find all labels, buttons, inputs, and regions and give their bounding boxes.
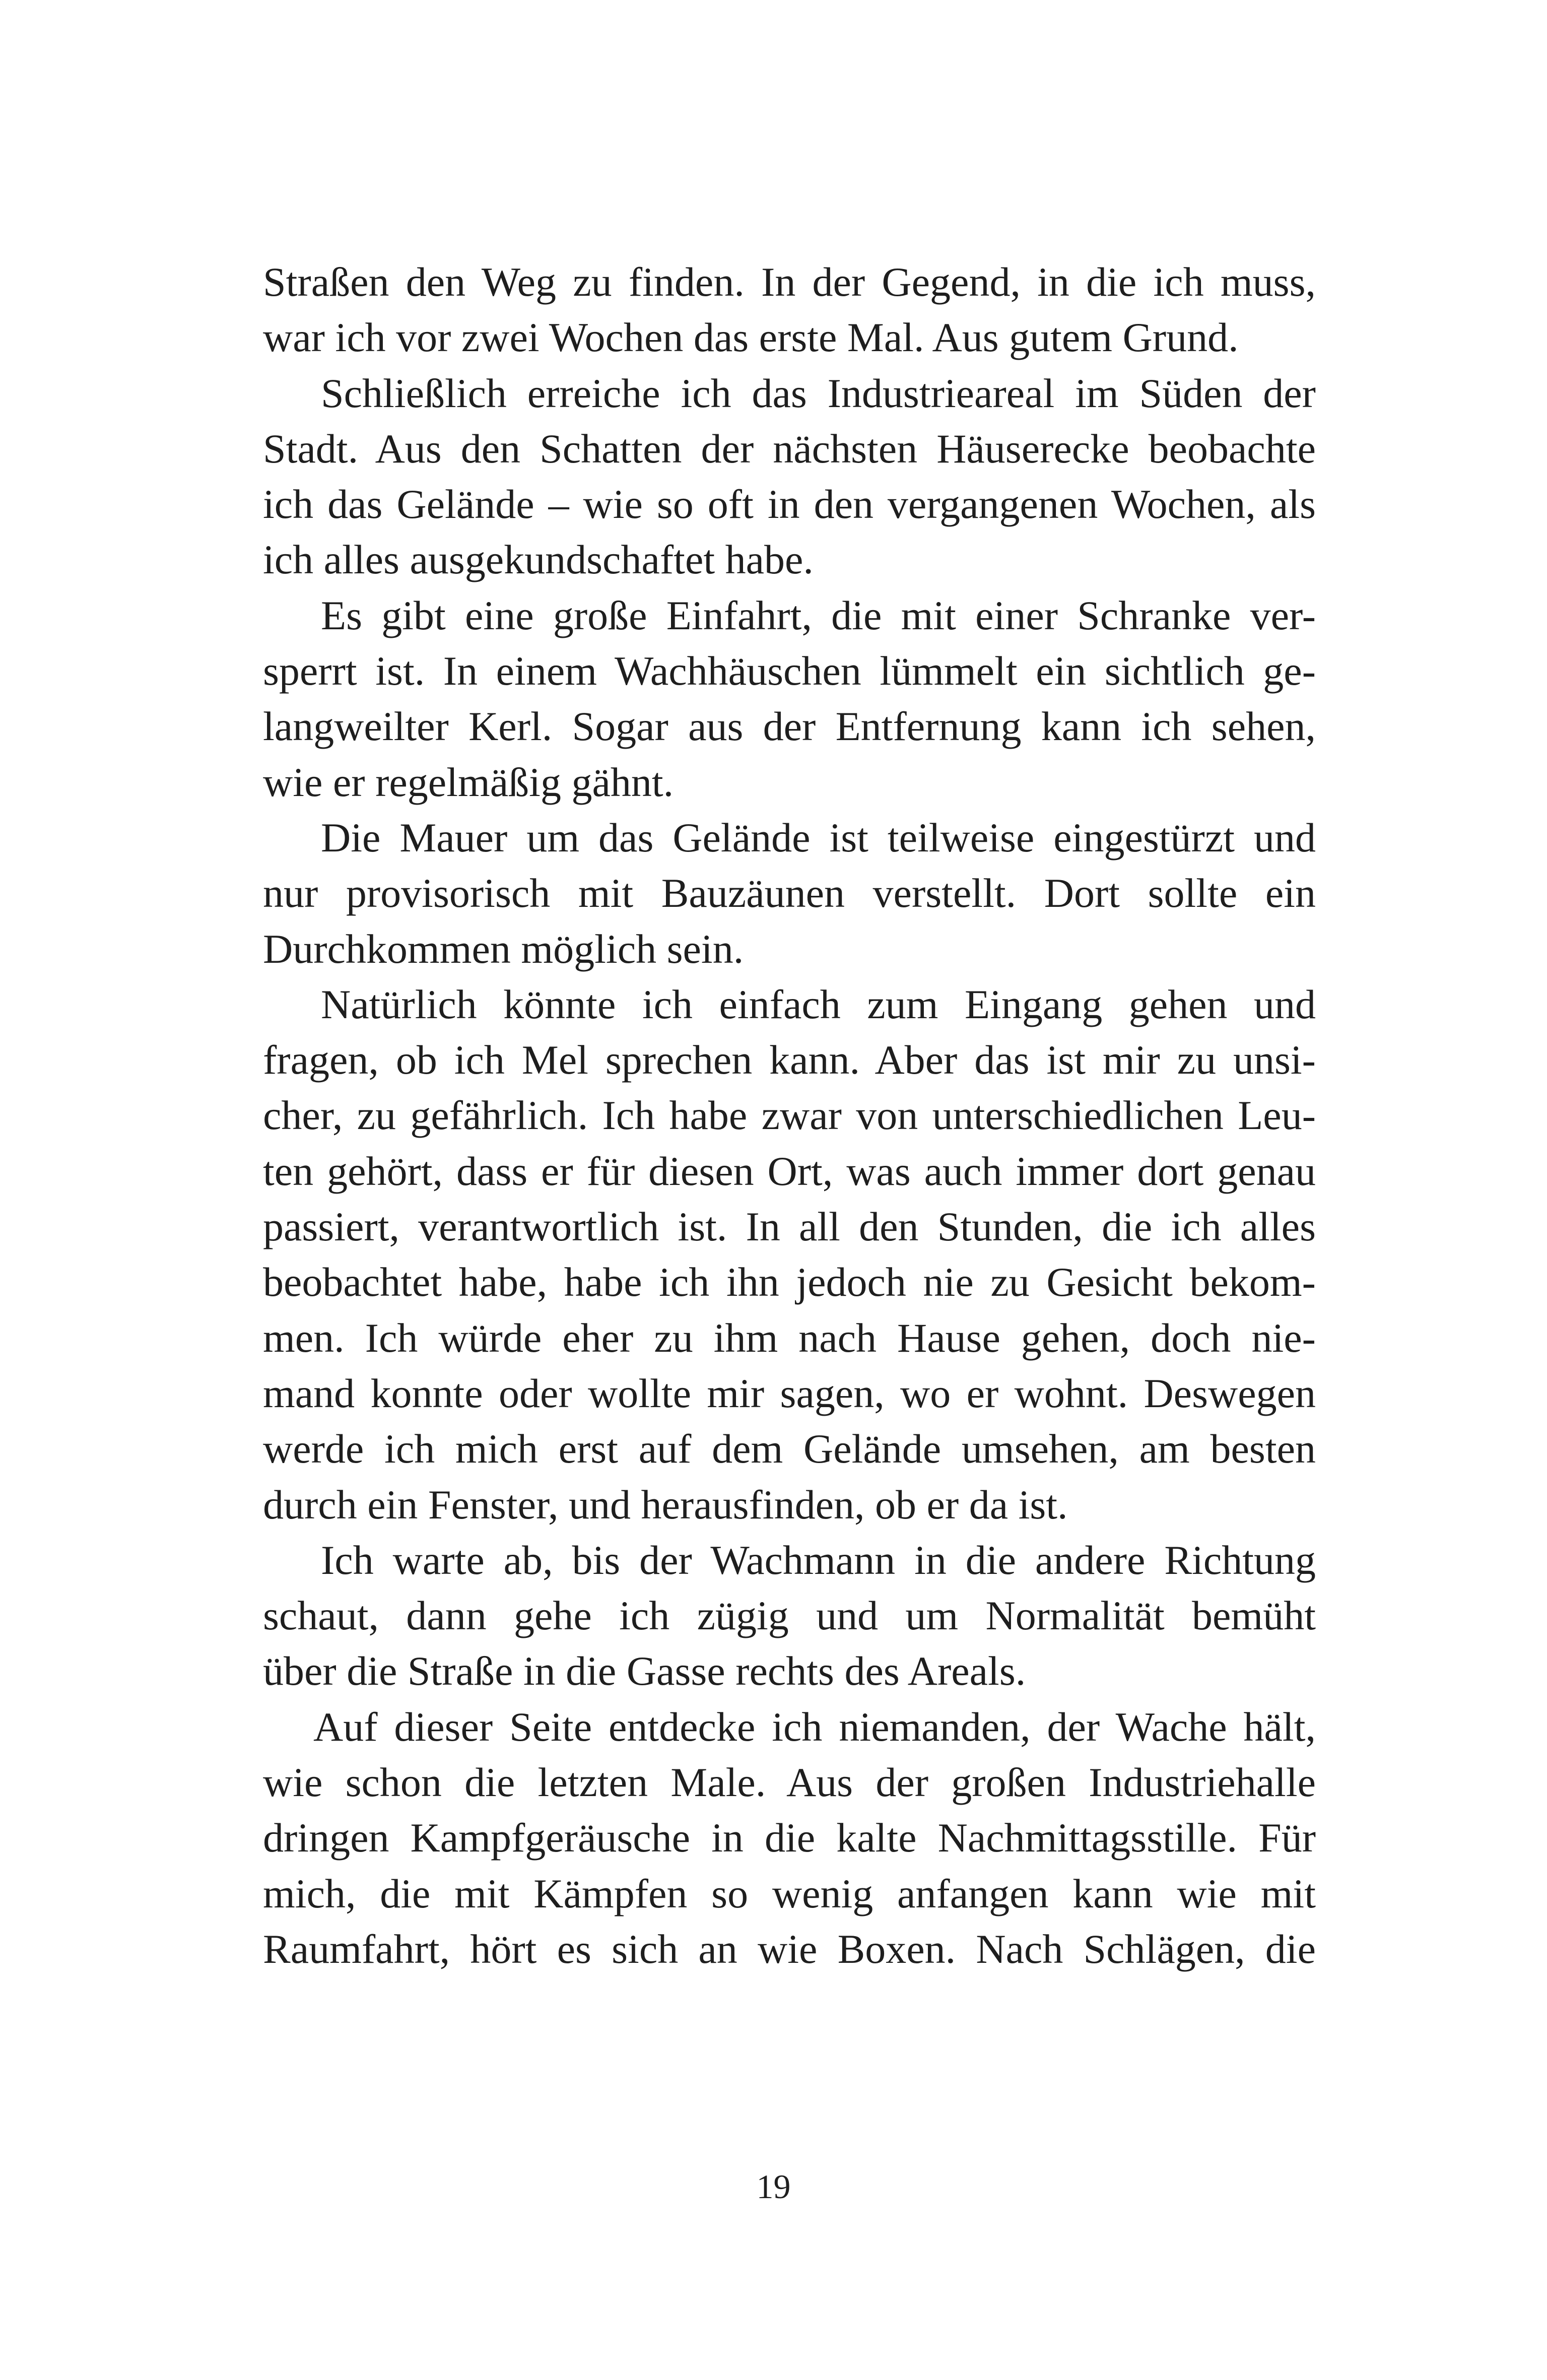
text-line: durch ein Fenster, und herausfinden, ob er da ist. bbox=[263, 1481, 1068, 1528]
text-line: Stadt. Aus den Schatten der nächsten Häuserecke beobachte bbox=[263, 425, 1316, 472]
body-text bbox=[263, 254, 1316, 1977]
text-line: mich, die mit Kämpfen so wenig anfangen kann wie mit bbox=[263, 1870, 1316, 1916]
text-line: werde ich mich erst auf dem Gelände umsehen, am besten bbox=[263, 1426, 1316, 1472]
text-line: Es gibt eine große Einfahrt, die mit einer Schranke ver- bbox=[321, 592, 1316, 638]
text-line: ich das Gelände – wie so oft in den vergangenen Wochen, als bbox=[263, 481, 1316, 527]
text-line: war ich vor zwei Wochen das erste Mal. Aus gutem Grund. bbox=[263, 314, 1239, 361]
text-line: Raumfahrt, hört es sich an wie Boxen. Nach Schlägen, die bbox=[263, 1926, 1316, 1972]
text-line: men. Ich würde eher zu ihm nach Hause gehen, doch nie- bbox=[263, 1314, 1316, 1361]
text-line: fragen, ob ich Mel sprechen kann. Aber das ist mir zu unsi- bbox=[263, 1037, 1316, 1083]
text-line: passiert, verantwortlich ist. In all den Stunden, die ich alles bbox=[263, 1204, 1316, 1250]
text-line: über die Straße in die Gasse rechts des Areals. bbox=[263, 1648, 1026, 1694]
text-line: Auf dieser Seite entdecke ich niemanden, der Wache hält, bbox=[313, 1703, 1316, 1750]
text-line: Die Mauer um das Gelände ist teilweise eingestürzt und bbox=[321, 814, 1316, 861]
text-line: ich alles ausgekundschaftet habe. bbox=[263, 537, 814, 583]
text-line: ten gehört, dass er für diesen Ort, was auch immer dort genau bbox=[263, 1148, 1316, 1194]
page-number: 19 bbox=[756, 2167, 791, 2206]
text-line: dringen Kampfgeräusche in die kalte Nachmittagsstille. Für bbox=[263, 1815, 1316, 1861]
text-line: wie er regelmäßig gähnt. bbox=[263, 759, 674, 805]
text-line: wie schon die letzten Male. Aus der großen Industriehalle bbox=[263, 1759, 1316, 1806]
text-line: langweilter Kerl. Sogar aus der Entfernung kann ich sehen, bbox=[263, 703, 1316, 750]
text-line: Schließlich erreiche ich das Industrieareal im Süden der bbox=[321, 370, 1316, 416]
text-line: beobachtet habe, habe ich ihn jedoch nie zu Gesicht bekom- bbox=[263, 1259, 1316, 1305]
text-line: Ich warte ab, bis der Wachmann in die andere Richtung bbox=[321, 1537, 1316, 1583]
text-line: schaut, dann gehe ich zügig und um Normalität bemüht bbox=[263, 1593, 1316, 1639]
text-line: Durchkommen möglich sein. bbox=[263, 925, 744, 972]
text-line: nur provisorisch mit Bauzäunen verstellt. Dort sollte ein bbox=[263, 870, 1316, 916]
text-line: Straßen den Weg zu finden. In der Gegend, in die ich muss, bbox=[263, 259, 1316, 305]
text-line: cher, zu gefährlich. Ich habe zwar von unterschiedlichen Leu- bbox=[263, 1092, 1316, 1139]
text-line: mand konnte oder wollte mir sagen, wo er wohnt. Deswegen bbox=[263, 1370, 1316, 1416]
text-line: sperrt ist. In einem Wachhäuschen lümmelt ein sichtlich ge- bbox=[263, 648, 1316, 694]
text-line: Natürlich könnte ich einfach zum Eingang gehen und bbox=[321, 981, 1316, 1027]
